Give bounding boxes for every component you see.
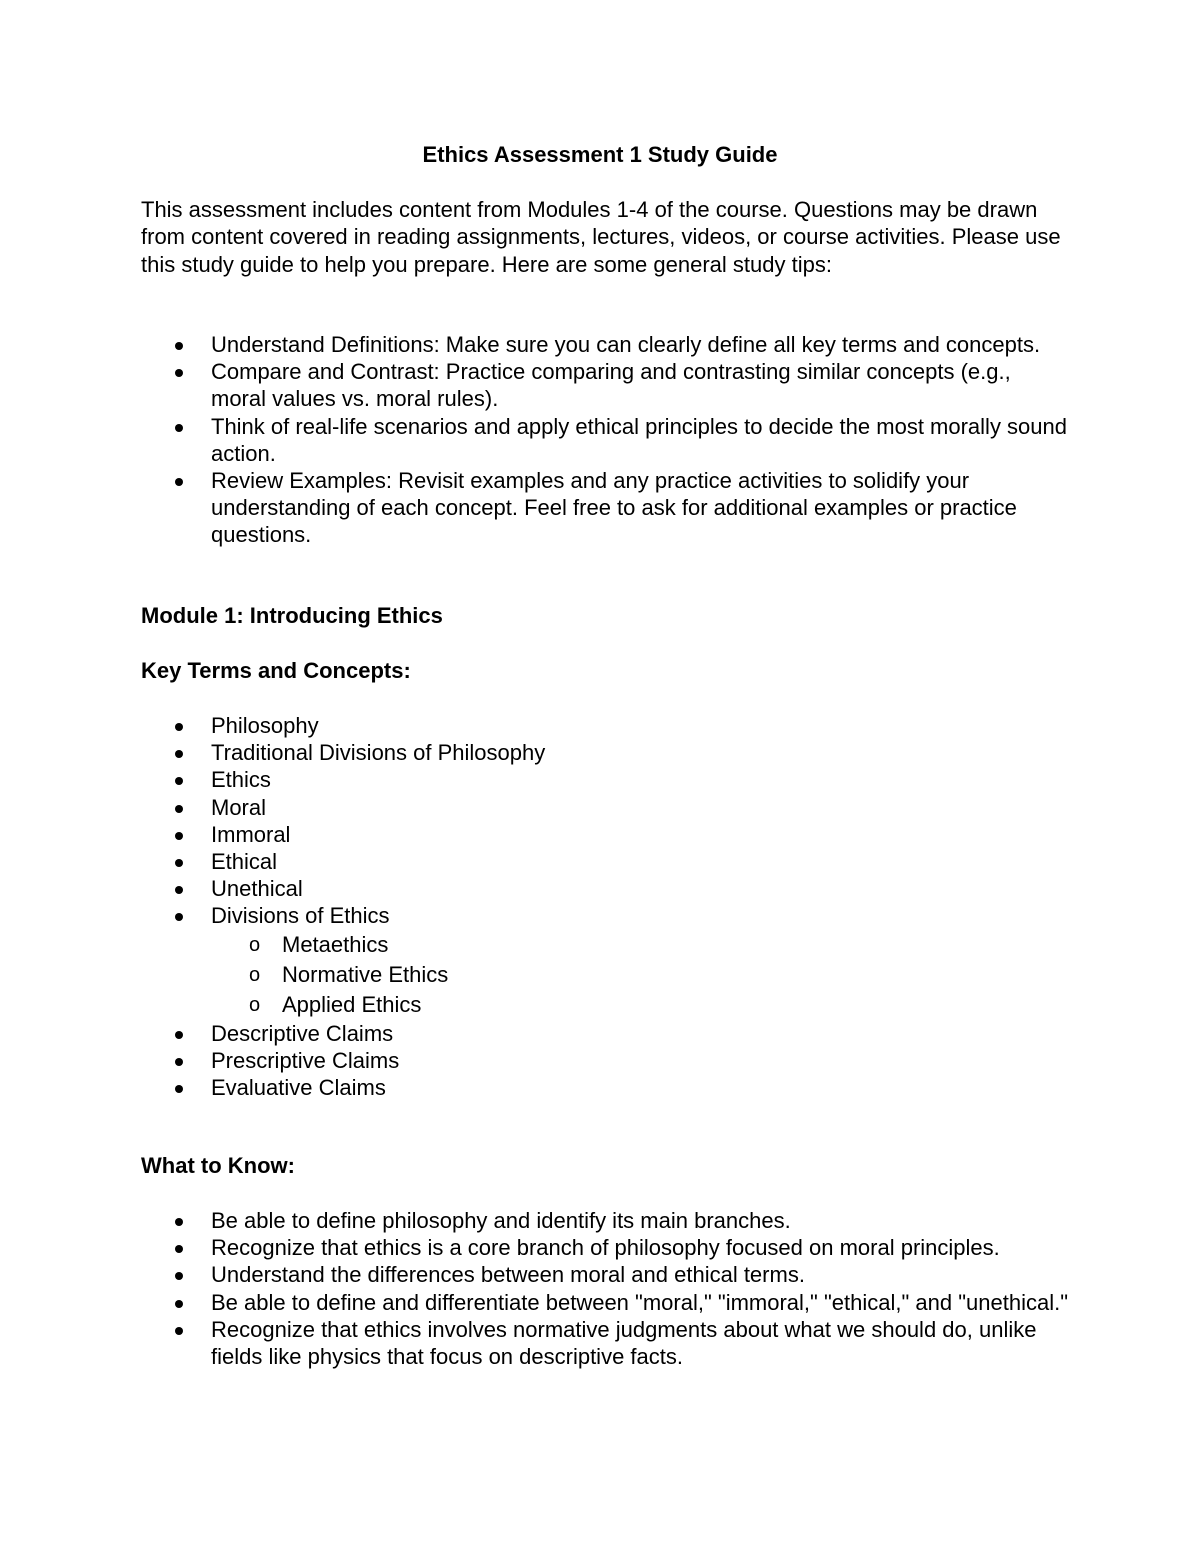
key-term-item: Ethical: [141, 848, 1071, 875]
bullet-icon: [175, 1272, 183, 1280]
what-to-know-item: Be able to define philosophy and identify its main branches.: [141, 1207, 1071, 1234]
what-to-know-item: Understand the differences between moral and ethical terms.: [141, 1261, 1071, 1288]
bullet-icon: [175, 369, 183, 377]
key-term-item: Traditional Divisions of Philosophy: [141, 739, 1071, 766]
division-item: o Applied Ethics: [211, 990, 1071, 1020]
key-terms-list: [141, 712, 1071, 1101]
circle-bullet-icon: o: [249, 963, 261, 986]
document-title: Ethics Assessment 1 Study Guide: [422, 142, 778, 167]
bullet-icon: [175, 886, 183, 894]
circle-bullet-icon: o: [249, 933, 261, 956]
bullet-icon: [175, 750, 183, 758]
intro-paragraph: This assessment includes content from Modules 1-4 of the course. Questions may be drawn from content covered in reading assignments, lectures, videos, or course activities. Please use this study guide to help you prepare. Here are some general study tips:: [141, 197, 1061, 277]
bullet-icon: [175, 777, 183, 785]
key-term-item: Ethics: [141, 766, 1071, 793]
key-term-item: Philosophy: [141, 712, 1071, 739]
bullet-icon: [175, 913, 183, 921]
study-tips-list: [141, 331, 1071, 549]
module-1-heading: Module 1: Introducing Ethics: [141, 603, 443, 628]
divisions-of-ethics-sublist: [211, 930, 1071, 1020]
key-term-item: Evaluative Claims: [141, 1074, 1071, 1101]
what-to-know-item: Recognize that ethics involves normative judgments about what we should do, unlike fields like physics that focus on descriptive facts.: [141, 1316, 1071, 1370]
division-item: o Metaethics: [211, 930, 1071, 960]
key-term-item: Immoral: [141, 821, 1071, 848]
bullet-icon: [175, 424, 183, 432]
what-to-know-heading: What to Know:: [141, 1153, 295, 1178]
bullet-icon: [175, 1245, 183, 1253]
bullet-icon: [175, 1085, 183, 1093]
bullet-icon: [175, 1327, 183, 1335]
bullet-icon: [175, 478, 183, 486]
division-item: o Normative Ethics: [211, 960, 1071, 990]
bullet-icon: [175, 342, 183, 350]
circle-bullet-icon: o: [249, 993, 261, 1016]
key-terms-heading: Key Terms and Concepts:: [141, 658, 411, 683]
study-tip-item: Compare and Contrast: Practice comparing and contrasting similar concepts (e.g., moral values vs. moral rules).: [141, 358, 1071, 412]
bullet-icon: [175, 832, 183, 840]
key-term-item: Unethical: [141, 875, 1071, 902]
study-tip-item: Understand Definitions: Make sure you can clearly define all key terms and concepts.: [141, 331, 1071, 358]
bullet-icon: [175, 1031, 183, 1039]
key-term-item: Prescriptive Claims: [141, 1047, 1071, 1074]
key-term-item: Divisions of Ethics o Metaethics o Normative Ethics o Applied Ethics: [141, 902, 1071, 1019]
what-to-know-item: Be able to define and differentiate between "moral," "immoral," "ethical," and "unethical.": [141, 1289, 1071, 1316]
bullet-icon: [175, 1300, 183, 1308]
bullet-icon: [175, 805, 183, 813]
what-to-know-item: Recognize that ethics is a core branch of philosophy focused on moral principles.: [141, 1234, 1071, 1261]
what-to-know-list: [141, 1207, 1071, 1370]
study-tip-item: Think of real-life scenarios and apply ethical principles to decide the most morally sound action.: [141, 413, 1071, 467]
study-tip-item: Review Examples: Revisit examples and any practice activities to solidify your understanding of each concept. Feel free to ask for additional examples or practice questions.: [141, 467, 1071, 549]
key-term-item: Moral: [141, 794, 1071, 821]
bullet-icon: [175, 1058, 183, 1066]
bullet-icon: [175, 1218, 183, 1226]
key-term-item: Descriptive Claims: [141, 1020, 1071, 1047]
bullet-icon: [175, 723, 183, 731]
bullet-icon: [175, 859, 183, 867]
